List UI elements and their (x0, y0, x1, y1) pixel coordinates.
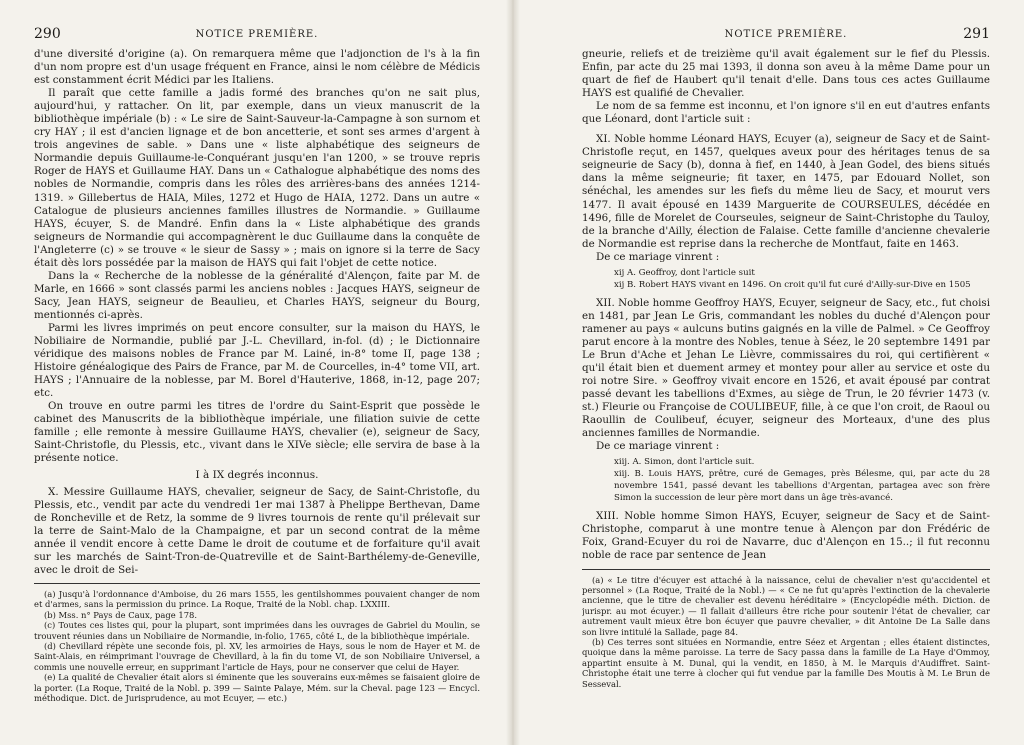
right-footnotes (582, 575, 990, 689)
degree-xii-paragraph: XII. Noble homme Geoffroy HAYS, Ecuyer, seigneur de Sacy, etc., fut choisi en 1481, par Jean Le Gris, commandant les nobles du duché d'Alençon pour ramener au pays « aulcuns butins gaignés en la ville de Palmel. » Ce Geoffroy parut encore à la montre des Nobles, tenue à Séez, le 20 septembre 1491 par Le Brun d'Ache et Jehan Le Lièvre, commissaires du roi, qui certifièrent « qu'il était bien et duement armey et montey pour aller au service et oste du roi notre Sire. » Geoffroy vivait encore en 1526, et avait épousé par contrat passé devant les tabellions d'Exmes, au siège de Trun, le 20 février 1473 (v. st.) Fleurie ou Françoise de COULIBEUF, fille, à ce que l'on croit, de Raoul ou Raoullin de Coulibeuf, écuyer, seigneur des Morteaux, d'une des plus anciennes familles de Normandie. (582, 296, 990, 440)
issue-list-xii (614, 456, 990, 504)
issue-item: xij B. Robert HAYS vivant en 1496. On croit qu'il fut curé d'Ailly-sur-Dive en 1505 (614, 279, 971, 290)
footnote: (e) La qualité de Chevalier était alors si éminente que les souverains eux-mêmes se faisaient gloire de la porter. (La Roque, Traité de la Nobl. p. 399 — Sainte Palaye, Mém. sur la Cheval. page 123 — Encycl. méthodique. Dict. de Jurisprudence, au mot Ecuyer, — etc.) (34, 672, 480, 703)
left-page-header (34, 26, 480, 48)
left-paragraph: On trouve en outre parmi les titres de l'ordre du Saint-Esprit que possède le cabinet des Manuscrits de la bibliothèque impériale, une filiation suivie de cette famille ; elle remonte à messire Guillaume HAYS, chevalier (e), seigneur de Sacy, Saint-Christofle, du Plessis, etc., vivant dans le XIVe siècle; elle servira de base à la présente notice. (34, 400, 480, 465)
footnote: (a) « Le titre d'écuyer est attaché à la naissance, celui de chevalier n'est qu'accidentel et personnel » (La Roque, Traité de la Nobl.) — « Ce ne fut qu'après l'extinction de la chevalerie ancienne, que le titre de chevalier est devenu héréditaire » (Encyclopédie méth. Diction. de jurispr. au mot écuyer.) — Il fallait d'ailleurs être riche pour soutenir l'état de chevalier, car autrement vault mieux être bon écuyer que pauvre chevalier, » dit Antoine De La Salle dans son livre intitulé la Sallade, page 84. (582, 574, 990, 637)
left-page-body (34, 48, 480, 577)
issue-item: xiij. B. Louis HAYS, prêtre, curé de Gemages, près Bélesme, qui, par acte du 28 novembre 1541, passé devant les tabellions d'Argentan, partagea avec son frère Simon la succession de leur père mort dans un âge très-avancé. (614, 469, 990, 504)
right-paragraph: gneurie, reliefs et de treizième qu'il avait également sur le fief du Plessis. Enfin, par acte du 25 mai 1393, il donna son aveu à la même Dame pour un quart de fief de Haubert qu'il tenait d'elle. Dans tous ces actes Guillaume HAYS est qualifié de Chevalier. (582, 48, 990, 100)
left-footnote-rule (34, 583, 480, 584)
left-paragraph: d'une diversité d'origine (a). On remarquera même que l'adjonction de l's à la fin d'un nom propre est d'un usage fréquent en France, ainsi le nom célèbre de Médicis est constamment écrit Médici par les Italiens. (34, 48, 480, 87)
marriage-label: De ce mariage vinrent : (596, 250, 720, 263)
footnote: (b) Ces terres sont situées en Normandie, entre Séez et Argentan ; elles étaient distinctes, quoique dans la même paroisse. La terre de Sacy passa dans la famille de La Haye d'Ommoy, appartint ensuite à M. Dunal, qui la vendit, en 1850, à M. le Marquis d'Audiffret. Saint-Christophe était une terre à clocher qui fut vendue par la famille Des Moutis à M. Le Brun de Sesseval. (582, 636, 990, 689)
right-page-body (582, 48, 990, 563)
issue-list-xi (614, 267, 990, 291)
degree-x-paragraph: X. Messire Guillaume HAYS, chevalier, seigneur de Sacy, de Saint-Christofle, du Plessis, etc., vendit par acte du vendredi 1er mai 1387 à Phelippe Berthevan, Dame de Roncheville et de Retz, la somme de 9 livres tournois de rente qu'il prélevait sur la terre de Saint-Malo de la Champaigne, et par un second contrat de la même année il vendit encore à cette Dame le droit de coutume et de forfaiture qu'il avait sur les marchés de Saint-Tron-de-Quatreville et de Saint-Barthélemy-de-Geneville, avec le droit de Sei- (34, 485, 480, 576)
degrees-heading: I à IX degrés inconnus. (195, 468, 319, 481)
degree-xiii-paragraph: XIII. Noble homme Simon HAYS, Ecuyer, seigneur de Sacy et de Saint-Christophe, comparut à une montre tenue à Alençon par don Frédéric de Foix, Grand-Ecuyer du roi de Navarre, duc d'Alençon en 15..; il fut reconnu noble de race par sentence de Jean (582, 510, 990, 562)
left-paragraph: Dans la « Recherche de la noblesse de la généralité d'Alençon, faite par M. de Marle, en 1666 » sont classés parmi les anciens nobles : Jacques HAYS, seigneur de Sacy, Jean HAYS, seigneur de Beaulieu, et Charles HAYS, seigneur du Bourg, mentionnés ci-après. (34, 269, 480, 321)
footnote: (b) Mss. n° Pays de Caux, page 178. (44, 609, 198, 620)
right-running-head: NOTICE PREMIÈRE. (724, 29, 848, 40)
right-page-header (582, 26, 990, 48)
footnote: (d) Chevillard répète une seconde fois, pl. XV, les armoiries de Hays, sous le nom de Hayer et M. de Saint-Alais, en réimprimant l'ouvrage de Chevillard, à la fin du tome VI, de son Nobiliaire Universel, a commis une nouvelle erreur, en supprimant l'article de Hays, pour ne conserver que celui de Hayer. (34, 640, 480, 672)
issue-item: xij A. Geoffroy, dont l'article suit (614, 267, 755, 278)
right-page-number: 291 (963, 26, 990, 42)
right-footnote-rule (582, 569, 990, 570)
left-page-number: 290 (34, 26, 61, 42)
footnote: (a) Jusqu'à l'ordonnance d'Amboise, du 26 mars 1555, les gentilshommes pouvaient changer de nom et d'armes, sans la permission du prince. La Roque, Traité de la Nobl. chap. LXXIII. (34, 588, 480, 610)
right-paragraph: Le nom de sa femme est inconnu, et l'on ignore s'il en eut d'autres enfants que Léonard, dont l'article suit : (582, 100, 990, 126)
left-footnotes (34, 589, 480, 703)
book-gutter (506, 0, 520, 745)
left-paragraph: Parmi les livres imprimés on peut encore consulter, sur la maison du HAYS, le Nobiliaire de Normandie, publié par J.-L. Chevillard, in-fol. (d) ; le Dictionnaire véridique des maisons nobles de France par M. Lainé, in-8° tome II, page 138 ; Histoire généalogique des Pairs de France, par M. de Courcelles, in-4° tome VII, art. HAYS ; l'Annuaire de la noblesse, par M. Borel d'Hauterive, 1868, in-12, page 207; etc. (34, 321, 480, 400)
degree-xi-paragraph: XI. Noble homme Léonard HAYS, Ecuyer (a), seigneur de Sacy et de Saint-Christofle reçut, en 1457, quelques aveux pour des héritages tenus de sa seigneurie de Sacy (b), donna à fief, en 1440, à Jean Godel, des biens situés dans la même seigneurie; fit taxer, en 1475, par Edouard Nollet, son sénéchal, les amendes sur les fiefs du même lieu de Sacy, et mourut vers 1477. Il avait épousé en 1439 Marguerite de COURSEULES, décédée en 1496, fille de Morelet de Courseules, seigneur de Saint-Christophe du Tauloy, de la branche d'Ailly, élection de Falaise. Cette famille d'ancienne chevalerie de Normandie est reprise dans la recherche de Montfaut, faite en 1463. (582, 133, 990, 250)
right-page (582, 26, 990, 741)
left-running-head: NOTICE PREMIÈRE. (195, 29, 319, 40)
left-paragraph: Il paraît que cette famille a jadis formé des branches qu'on ne sait plus, aujourd'hui, y rattacher. On lit, par exemple, dans un vieux manuscrit de la bibliothèque impériale (b) : « Le sire de Saint-Sauveur-la-Campagne à son surnom et cry HAY ; il est d'ancien lignage et de bon ancetterie, et sont ses armes d'argent à trois angevines de sable. » Dans une « liste alphabétique des seigneurs de Normandie depuis Guillaume-le-Conquérant jusqu'en l'an 1200, » se trouve repris Roger de HAYS et Guillaume HAY. Dans un « Cathalogue alphabétique des noms des nobles de Normandie, compris dans les rôles des arrières-bans des années 1214-1319. » Gillebertus de HAIA, Miles, 1272 et Hugo de HAIA, 1272. Dans un autre « Catalogue de plusieurs anciennes familles illustres de Normandie. » Guillaume HAYS, écuyer, S. de Mandré. Enfin dans la « Liste alphabétique des grands seigneurs de Normandie qui accompagnèrent le duc Guillaume dans la conquête de l'Angleterre (c) » se trouve « le sieur de Sassy » ; mais on ignore si la terre de Sacy était dès lors possédée par la maison de HAYS qui fait l'objet de cette notice. (34, 87, 480, 269)
footnote: (c) Toutes ces listes qui, pour la plupart, sont imprimées dans les ouvrages de Gabriel du Moulin, se trouvent réunies dans un Nobiliaire de Normandie, in-folio, 1765, côté L, de la bibliothèque impériale. (34, 620, 480, 641)
marriage-label: De ce mariage vinrent : (596, 440, 720, 453)
issue-item: xiij. A. Simon, dont l'article suit. (614, 457, 755, 468)
left-page (34, 26, 480, 741)
